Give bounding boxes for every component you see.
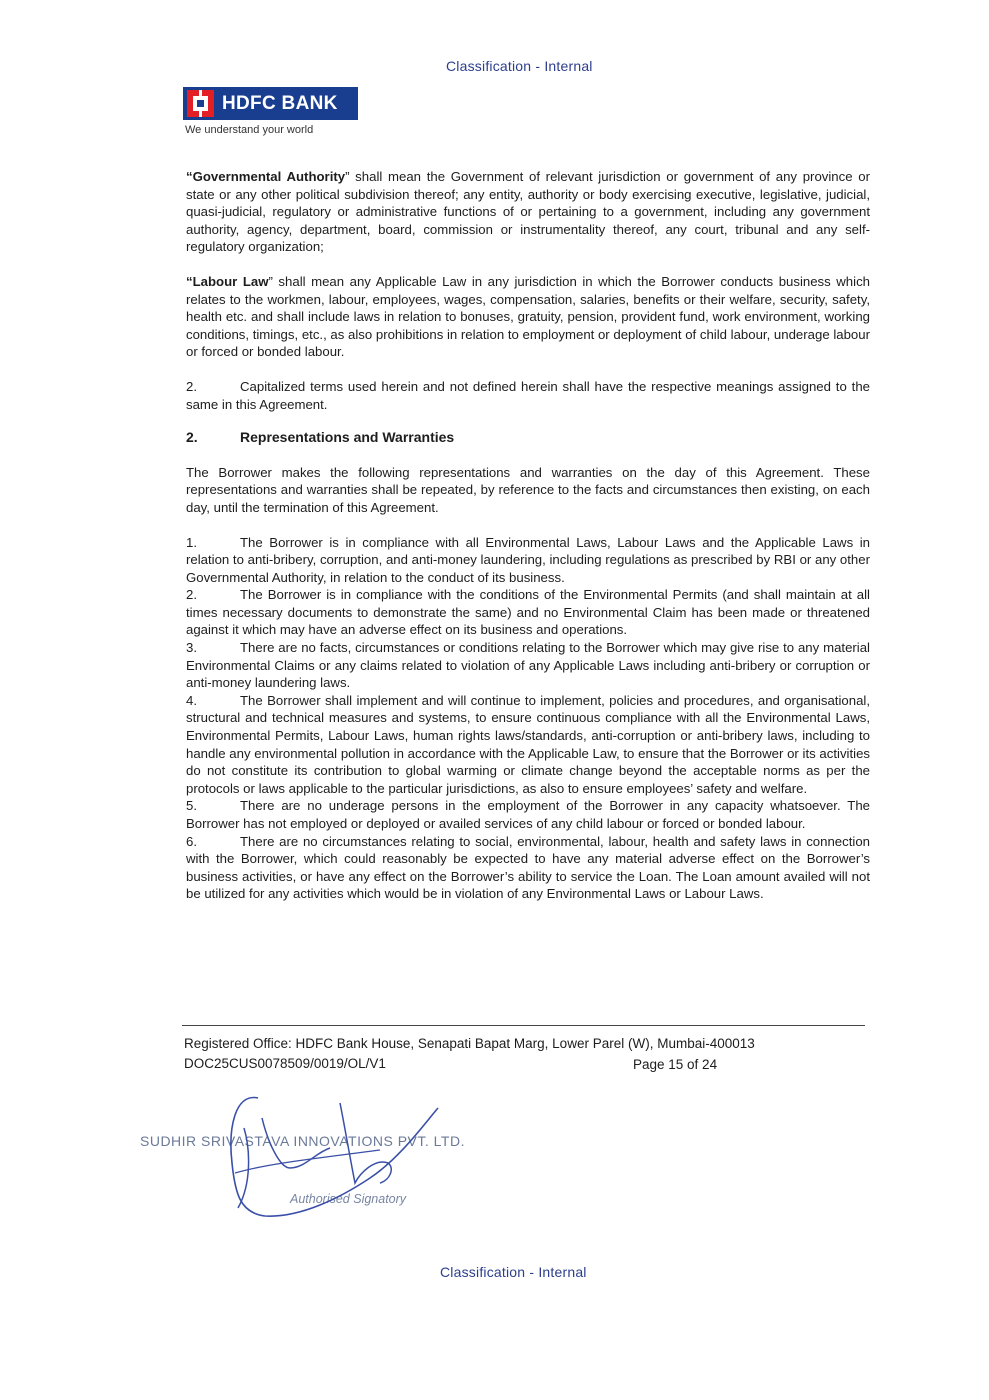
warranty-item-2 [186,586,870,639]
footer-page-number: Page 15 of 24 [633,1057,718,1072]
warranty-item-6 [186,833,870,903]
section-heading [186,429,870,447]
hdfc-logo-icon [187,90,214,117]
clause-capitalized-terms [186,378,870,413]
item-text: The Borrower shall implement and will continue to implement, policies and procedures, and organisational, structural and technical measures and systems, to ensure continuous compliance with all the Environmental Laws, Environmental Permits, Labour Laws, human rights laws/standards, anti-corruption or anti-bribery laws, including to handle any environmental pollution in accordance with the Applicable Law, to ensure that the Borrower or its activities do not constitute its contribution to global warming or climate change beyond the acceptable norms as per the protocols or laws applicable to the particular jurisdictions, as also to ensure employees’ safety and welfare. [186,692,870,796]
warranty-item-4 [186,692,870,798]
item-number: 2. [186,587,197,603]
classification-label-top: Classification - Internal [446,58,593,74]
definition-body: ” shall mean any Applicable Law in any jurisdiction in which the Borrower conducts business which relates to the workmen, labour, employees, wages, compensation, salaries, benefits or their welfare, security, safety, health etc. and shall include laws in relation to bonuses, gratuity, pension, provident fund, work environment, working conditions, timings, etc., as also prohibitions in relation to employment or deployment of child labour, underage labour or forced or bonded labour. [186,273,871,360]
item-number: 4. [186,692,197,708]
section-number: 2. [186,429,198,446]
section-title: Representations and Warranties [240,429,455,446]
item-text: There are no facts, circumstances or conditions relating to the Borrower which may give rise to any material Environmental Claims or any claims related to violation of any Applicable Laws including anti-bribery or corruption or anti-money laundering laws. [186,640,870,691]
item-number: 6. [186,833,197,849]
item-text: The Borrower is in compliance with the conditions of the Environmental Permits (and shall maintain at all times necessary documents to demonstrate the same) and no Environmental Claim has been made or threatened against it which may have an adverse effect on its business and operations. [186,587,870,638]
item-text: There are no circumstances relating to social, environmental, labour, health and safety laws in connection with the Borrower, which could reasonably be expected to have any material adverse effect on the Borrower’s business activities, or have any effect on the Borrower’s ability to service the Loan. The Loan amount availed will not be utilized for any activities which would be in violation of any Environmental Laws or Labour Laws. [186,833,870,902]
definition-labour-law [186,273,870,361]
clause-text: Capitalized terms used herein and not defined herein shall have the respective meanings assigned to the same in this Agreement. [186,378,870,412]
item-number: 1. [186,534,197,550]
footer-document-reference: DOC25CUS0078509/0019/OL/V1 [184,1056,386,1071]
document-body [186,168,870,903]
definition-term: “Labour Law [186,273,269,289]
stamp-signatory-role: Authorised Signatory [290,1192,407,1206]
stamp-company-name: SUDHIR SRIVASTAVA INNOVATIONS PVT. LTD. [140,1133,465,1149]
classification-label-bottom: Classification - Internal [440,1264,587,1280]
warranty-item-3 [186,639,870,692]
footer-divider [182,1025,865,1026]
footer-registered-office: Registered Office: HDFC Bank House, Senapati Bapat Marg, Lower Parel (W), Mumbai-400013 [184,1036,755,1051]
definition-term: “Governmental Authority [186,169,346,184]
handwritten-signature-icon [140,1088,440,1223]
hdfc-bank-logo [183,87,358,120]
logo-tagline: We understand your world [185,124,314,136]
logo-text: HDFC BANK [222,92,338,114]
definition-governmental-authority [186,168,870,256]
item-text: There are no underage persons in the employment of the Borrower in any capacity whatsoever. The Borrower has not employed or deployed or availed services of any child labour or forced or bonded labour. [186,798,870,831]
warranty-item-1 [186,534,870,587]
section-intro: The Borrower makes the following representations and warranties on the day of this Agreement. These representations and warranties shall be repeated, by reference to the facts and circumstances then existing, on each day, until the termination of this Agreement. [186,464,870,515]
company-stamp [140,1088,465,1223]
warranty-item-5 [186,797,870,832]
item-text: The Borrower is in compliance with all Environmental Laws, Labour Laws and the Applicable Laws in relation to anti-bribery, corruption, and anti-money laundering, including regulations as prescribed by RBI or any other Governmental Authority, in relation to the conduct of its business. [186,534,870,585]
item-number: 5. [186,798,197,814]
clause-number: 2. [186,378,197,394]
item-number: 3. [186,640,197,656]
definition-body: ” shall mean the Government of relevant jurisdiction or government of any province or state or any other political subdivision thereof; any entity, authority or body exercising executive, legislative, judicial, quasi-judicial, regulatory or administrative functions of or pertaining to a government, including any government authority, agency, department, board, commission or instrumentality thereof, any court, tribunal and any self-regulatory organization; [186,169,870,255]
